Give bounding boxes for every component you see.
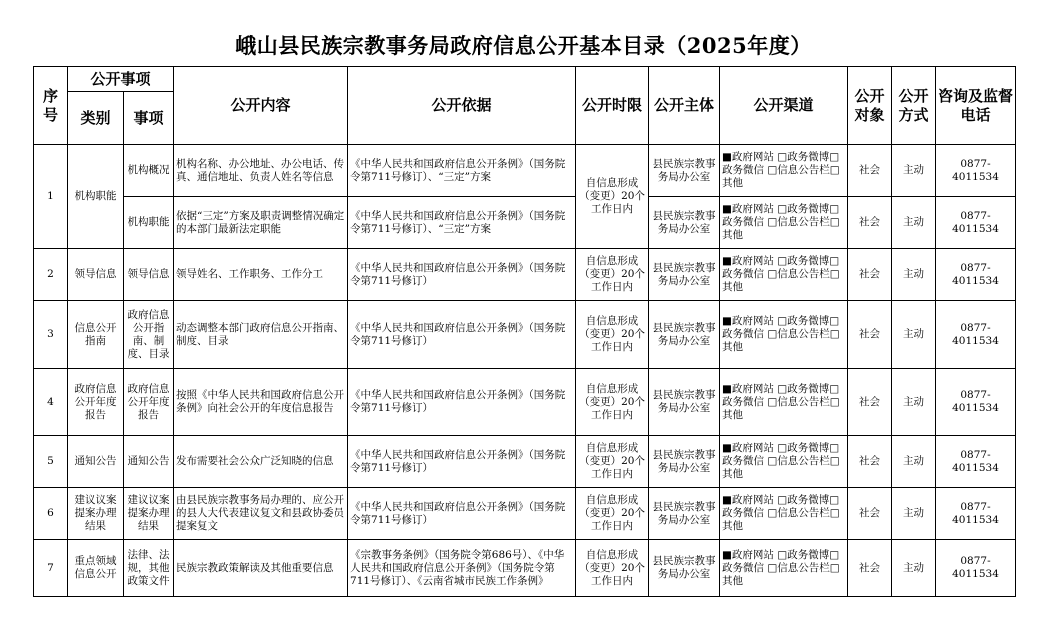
cell-channel: ■政府网站 □政务微博□政务微信 □信息公告栏□其他 [720, 145, 848, 197]
cell-subject: 县民族宗教事务局办公室 [649, 301, 720, 369]
cell-seq: 2 [34, 249, 68, 301]
cell-channel: ■政府网站 □政务微博□政务微信 □信息公告栏□其他 [720, 197, 848, 249]
cell-item: 法律、法规，其他政策文件 [124, 540, 174, 597]
cell-subject: 县民族宗教事务局办公室 [649, 436, 720, 488]
table-row [34, 540, 1016, 597]
cell-content: 发布需要社会公众广泛知晓的信息 [174, 436, 348, 488]
cell-phone: 0877-4011534 [936, 540, 1016, 597]
cell-subject: 县民族宗教事务局办公室 [649, 249, 720, 301]
cell-subject: 县民族宗教事务局办公室 [649, 369, 720, 436]
cell-phone: 0877-4011534 [936, 249, 1016, 301]
cell-item: 政府信息公开指南、制度、目录 [124, 301, 174, 369]
cell-category: 建议议案提案办理结果 [68, 488, 124, 540]
header-item: 事项 [124, 92, 174, 145]
cell-item: 机构概况 [124, 145, 174, 197]
cell-target: 社会 [848, 145, 892, 197]
header-seq: 序号 [34, 67, 68, 145]
cell-basis: 《中华人民共和国政府信息公开条例》（国务院令第711号修订）、“三定”方案 [348, 145, 576, 197]
header-category: 类别 [68, 92, 124, 145]
cell-content: 动态调整本部门政府信息公开指南、制度、目录 [174, 301, 348, 369]
cell-phone: 0877-4011534 [936, 145, 1016, 197]
cell-subject: 县民族宗教事务局办公室 [649, 197, 720, 249]
document-title: 峨山县民族宗教事务局政府信息公开基本目录（2025年度） [235, 33, 812, 58]
header-basis: 公开依据 [348, 67, 576, 145]
cell-target: 社会 [848, 301, 892, 369]
header-subject: 公开主体 [649, 67, 720, 145]
cell-phone: 0877-4011534 [936, 197, 1016, 249]
cell-time: 自信息形成（变更）20个工作日内 [576, 369, 649, 436]
table-row [34, 249, 1016, 301]
cell-phone: 0877-4011534 [936, 488, 1016, 540]
cell-channel: ■政府网站 □政务微博□政务微信 □信息公告栏□其他 [720, 369, 848, 436]
cell-basis: 《宗教事务条例》（国务院令第686号）、《中华人民共和国政府信息公开条例》（国务院令第711号修订）、《云南省城市民族工作条例》 [348, 540, 576, 597]
table-row [34, 145, 1016, 197]
cell-target: 社会 [848, 369, 892, 436]
cell-content: 机构名称、办公地址、办公电话、传真、通信地址、负责人姓名等信息 [174, 145, 348, 197]
cell-category: 通知公告 [68, 436, 124, 488]
cell-basis: 《中华人民共和国政府信息公开条例》（国务院令第711号修订） [348, 436, 576, 488]
header-time: 公开时限 [576, 67, 649, 145]
cell-method: 主动 [892, 488, 936, 540]
cell-channel: ■政府网站 □政务微博□政务微信 □信息公告栏□其他 [720, 301, 848, 369]
cell-category: 领导信息 [68, 249, 124, 301]
table-row [34, 436, 1016, 488]
cell-target: 社会 [848, 488, 892, 540]
cell-channel: ■政府网站 □政务微博□政务微信 □信息公告栏□其他 [720, 488, 848, 540]
cell-basis: 《中华人民共和国政府信息公开条例》（国务院令第711号修订） [348, 249, 576, 301]
cell-subject: 县民族宗教事务局办公室 [649, 540, 720, 597]
cell-basis: 《中华人民共和国政府信息公开条例》（国务院令第711号修订） [348, 369, 576, 436]
cell-item: 领导信息 [124, 249, 174, 301]
cell-category: 政府信息公开年度报告 [68, 369, 124, 436]
cell-method: 主动 [892, 369, 936, 436]
cell-seq: 1 [34, 145, 68, 249]
cell-category: 机构职能 [68, 145, 124, 249]
cell-time: 自信息形成（变更）20个工作日内 [576, 301, 649, 369]
cell-basis: 《中华人民共和国政府信息公开条例》（国务院令第711号修订）、“三定”方案 [348, 197, 576, 249]
header-method: 公开方式 [892, 67, 936, 145]
cell-item: 机构职能 [124, 197, 174, 249]
cell-method: 主动 [892, 249, 936, 301]
cell-content: 民族宗教政策解读及其他重要信息 [174, 540, 348, 597]
cell-subject: 县民族宗教事务局办公室 [649, 488, 720, 540]
cell-seq: 4 [34, 369, 68, 436]
cell-content: 依据“三定”方案及职责调整情况确定的本部门最新法定职能 [174, 197, 348, 249]
cell-time: 自信息形成（变更）20个工作日内 [576, 145, 649, 249]
cell-target: 社会 [848, 197, 892, 249]
cell-subject: 县民族宗教事务局办公室 [649, 145, 720, 197]
cell-target: 社会 [848, 436, 892, 488]
cell-content: 领导姓名、工作职务、工作分工 [174, 249, 348, 301]
cell-seq: 5 [34, 436, 68, 488]
table-row [34, 197, 1016, 249]
cell-phone: 0877-4011534 [936, 436, 1016, 488]
disclosure-catalog-table [33, 66, 1016, 597]
cell-basis: 《中华人民共和国政府信息公开条例》（国务院令第711号修订） [348, 301, 576, 369]
cell-channel: ■政府网站 □政务微博□政务微信 □信息公告栏□其他 [720, 540, 848, 597]
cell-item: 建议议案提案办理结果 [124, 488, 174, 540]
header-target: 公开对象 [848, 67, 892, 145]
cell-time: 自信息形成（变更）20个工作日内 [576, 488, 649, 540]
cell-channel: ■政府网站 □政务微博□政务微信 □信息公告栏□其他 [720, 436, 848, 488]
cell-seq: 7 [34, 540, 68, 597]
cell-seq: 6 [34, 488, 68, 540]
cell-target: 社会 [848, 540, 892, 597]
cell-time: 自信息形成（变更）20个工作日内 [576, 249, 649, 301]
cell-content: 按照《中华人民共和国政府信息公开条例》向社会公开的年度信息报告 [174, 369, 348, 436]
cell-item: 政府信息公开年度报告 [124, 369, 174, 436]
cell-category: 重点领域信息公开 [68, 540, 124, 597]
cell-method: 主动 [892, 197, 936, 249]
header-content: 公开内容 [174, 67, 348, 145]
cell-phone: 0877-4011534 [936, 369, 1016, 436]
table-row [34, 369, 1016, 436]
cell-method: 主动 [892, 436, 936, 488]
table-row [34, 488, 1016, 540]
cell-item: 通知公告 [124, 436, 174, 488]
cell-method: 主动 [892, 145, 936, 197]
cell-target: 社会 [848, 249, 892, 301]
header-group: 公开事项 [68, 67, 174, 92]
cell-seq: 3 [34, 301, 68, 369]
cell-phone: 0877-4011534 [936, 301, 1016, 369]
header-channel: 公开渠道 [720, 67, 848, 145]
cell-content: 由县民族宗教事务局办理的、应公开的县人大代表建议复文和县政协委员提案复文 [174, 488, 348, 540]
cell-time: 自信息形成（变更）20个工作日内 [576, 436, 649, 488]
cell-channel: ■政府网站 □政务微博□政务微信 □信息公告栏□其他 [720, 249, 848, 301]
header-phone: 咨询及监督电话 [936, 67, 1016, 145]
cell-method: 主动 [892, 540, 936, 597]
cell-basis: 《中华人民共和国政府信息公开条例》（国务院令第711号修订） [348, 488, 576, 540]
cell-method: 主动 [892, 301, 936, 369]
table-row [34, 301, 1016, 369]
cell-time: 自信息形成（变更）20个工作日内 [576, 540, 649, 597]
cell-category: 信息公开指南 [68, 301, 124, 369]
